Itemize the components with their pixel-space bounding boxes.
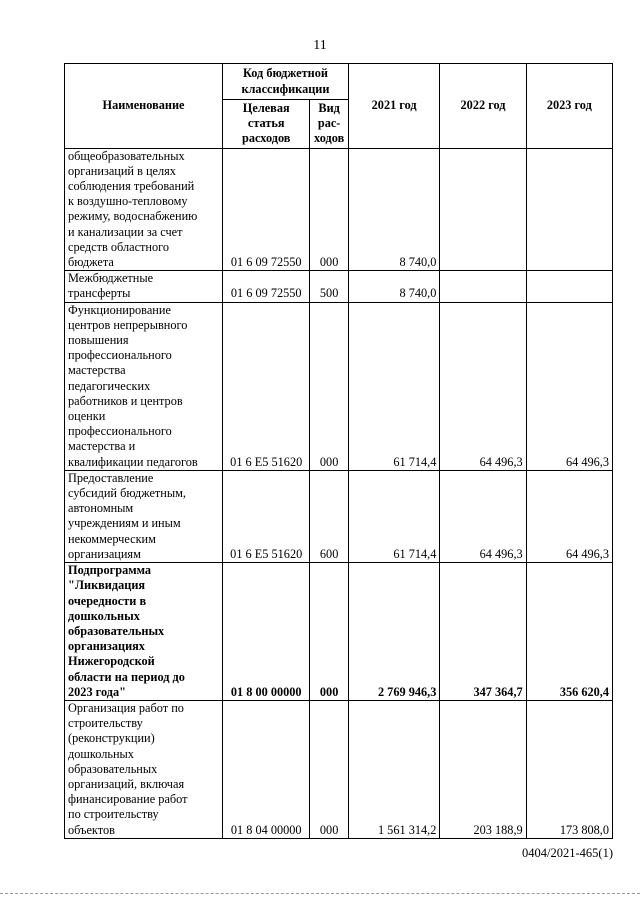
table-row — [65, 470, 613, 562]
row-expense-kind: 500 — [310, 271, 348, 302]
header-budget-code: Код бюджетной классификации — [223, 64, 349, 100]
table-row — [65, 700, 613, 838]
row-name: Подпрограмма "Ликвидация очередности в дошкольных образовательных организациях Нижегородской области на период до 2023 года" — [65, 563, 223, 701]
row-value-2022: 203 188,9 — [440, 700, 526, 838]
page-number: 11 — [313, 38, 327, 53]
row-value-2021: 8 740,0 — [348, 271, 440, 302]
row-target-article: 01 8 00 00000 — [223, 563, 310, 701]
row-value-2022: 64 496,3 — [440, 470, 526, 562]
row-target-article: 01 6 E5 51620 — [223, 470, 310, 562]
row-value-2021: 2 769 946,3 — [348, 563, 440, 701]
row-name: Межбюджетные трансферты — [65, 271, 223, 302]
row-value-2022: 347 364,7 — [440, 563, 526, 701]
row-name: Организация работ по строительству (реконструкции) дошкольных образовательных организаций, включая финансирование работ по строительству объектов — [65, 700, 223, 838]
row-target-article: 01 6 09 72550 — [223, 148, 310, 271]
header-target-article: Целевая статья расходов — [223, 100, 310, 149]
row-value-2022 — [440, 271, 526, 302]
row-expense-kind: 000 — [310, 563, 348, 701]
bottom-divider — [0, 893, 640, 894]
row-target-article: 01 6 09 72550 — [223, 271, 310, 302]
row-value-2021: 8 740,0 — [348, 148, 440, 271]
document-id: 0404/2021-465(1) — [522, 846, 613, 860]
row-value-2022 — [440, 148, 526, 271]
row-value-2023: 64 496,3 — [526, 302, 612, 470]
row-name: Предоставление субсидий бюджетным, автономным учреждениям и иным некоммерческим организациям — [65, 470, 223, 562]
header-name: Наименование — [65, 64, 223, 149]
row-name: Функционирование центров непрерывного повышения профессионального мастерства педагогических работников и центров оценки профессионального мастерства и квалификации педагогов — [65, 302, 223, 470]
row-value-2023: 356 620,4 — [526, 563, 612, 701]
row-target-article: 01 8 04 00000 — [223, 700, 310, 838]
row-target-article: 01 6 E5 51620 — [223, 302, 310, 470]
row-value-2022: 64 496,3 — [440, 302, 526, 470]
table-row — [65, 563, 613, 701]
table-row — [65, 302, 613, 470]
row-value-2023 — [526, 148, 612, 271]
header-year-2021: 2021 год — [348, 64, 440, 149]
row-expense-kind: 000 — [310, 700, 348, 838]
table-row — [65, 148, 613, 271]
row-value-2023: 173 808,0 — [526, 700, 612, 838]
header-year-2023: 2023 год — [526, 64, 612, 149]
row-value-2021: 61 714,4 — [348, 302, 440, 470]
table-body — [65, 148, 613, 838]
header-year-2022: 2022 год — [440, 64, 526, 149]
row-expense-kind: 000 — [310, 148, 348, 271]
row-value-2021: 1 561 314,2 — [348, 700, 440, 838]
header-expense-kind: Вид рас-ходов — [310, 100, 348, 149]
row-expense-kind: 600 — [310, 470, 348, 562]
table-row — [65, 271, 613, 302]
row-value-2023: 64 496,3 — [526, 470, 612, 562]
budget-table — [64, 63, 613, 839]
row-value-2021: 61 714,4 — [348, 470, 440, 562]
row-name: общеобразовательных организаций в целях соблюдения требований к воздушно-тепловому режиму, водоснабжению и канализации за счет средств областного бюджета — [65, 148, 223, 271]
row-value-2023 — [526, 271, 612, 302]
row-expense-kind: 000 — [310, 302, 348, 470]
